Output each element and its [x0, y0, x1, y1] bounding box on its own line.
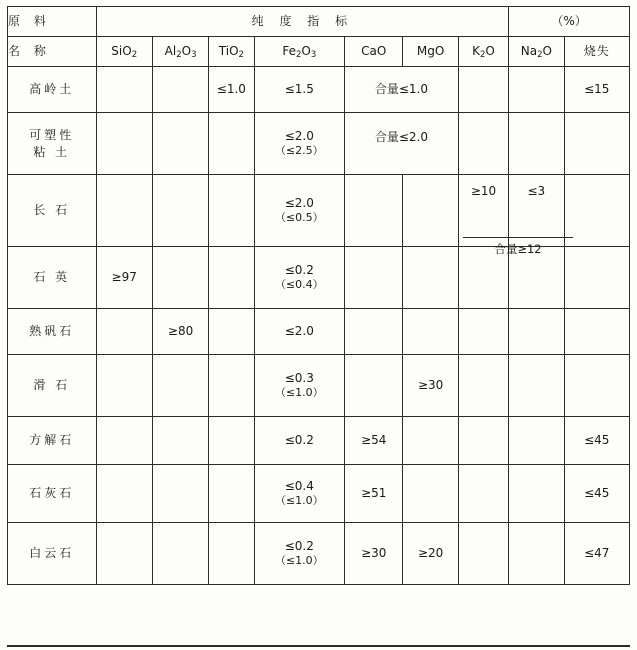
cell-dolomite-na2o — [509, 523, 564, 585]
cell-talc-mgo: ≥30 — [403, 355, 458, 417]
cell-calcined-alum-fe2o3: ≤2.0 — [254, 309, 345, 355]
row-name-talc: 滑 石 — [8, 355, 97, 417]
feldspar-merge-divider — [463, 237, 573, 238]
cell-calcined-alum-al2o3: ≥80 — [152, 309, 208, 355]
table-row — [8, 417, 630, 465]
cell-talc-tio2 — [209, 355, 254, 417]
cell-limestone-al2o3 — [152, 465, 208, 523]
cell-calcite-cao: ≥54 — [345, 417, 403, 465]
cell-feldspar-tio2 — [209, 175, 254, 247]
row-name-calcite: 方解石 — [8, 417, 97, 465]
cell-plastic-clay-al2o3 — [152, 113, 208, 175]
cell-calcite-al2o3 — [152, 417, 208, 465]
cell-kaolin-na2o — [509, 67, 564, 113]
cell-plastic-clay-na2o — [509, 113, 564, 175]
column-header-al2o3: Al2O3 — [152, 37, 208, 67]
column-header-fe2o3: Fe2O3 — [254, 37, 345, 67]
cell-calcite-loss: ≤45 — [564, 417, 629, 465]
cell-calcite-na2o — [509, 417, 564, 465]
row-name-feldspar: 长 石 — [8, 175, 97, 247]
cell-calcined-alum-k2o — [458, 309, 508, 355]
cell-calcined-alum-tio2 — [209, 309, 254, 355]
table-row — [8, 175, 630, 247]
cell-quartz-tio2 — [209, 247, 254, 309]
cell-calcined-alum-loss — [564, 309, 629, 355]
cell-kaolin-fe2o3: ≤1.5 — [254, 67, 345, 113]
table-row — [8, 523, 630, 585]
cell-limestone-mgo — [403, 465, 458, 523]
cell-quartz-cao — [345, 247, 403, 309]
table-bottom-edge — [7, 645, 630, 647]
cell-kaolin-loss: ≤15 — [564, 67, 629, 113]
cell-talc-loss — [564, 355, 629, 417]
cell-talc-sio2 — [96, 355, 152, 417]
cell-calcined-alum-mgo — [403, 309, 458, 355]
cell-calcined-alum-cao — [345, 309, 403, 355]
cell-quartz-al2o3 — [152, 247, 208, 309]
cell-feldspar-sio2 — [96, 175, 152, 247]
cell-feldspar-loss — [564, 175, 629, 247]
cell-talc-k2o — [458, 355, 508, 417]
cell-dolomite-sio2 — [96, 523, 152, 585]
cell-talc-al2o3 — [152, 355, 208, 417]
cell-plastic-clay-cao-mgo-total: 合量≤2.0 — [345, 113, 459, 175]
cell-plastic-clay-k2o — [458, 113, 508, 175]
cell-feldspar-na2o: ≤3 — [509, 175, 564, 247]
header-corner-name: 名 称 — [8, 37, 97, 67]
column-header-mgo: MgO — [403, 37, 458, 67]
header-purity-title: 纯 度 指 标 — [96, 7, 509, 37]
table-row — [8, 355, 630, 417]
cell-calcite-mgo — [403, 417, 458, 465]
cell-calcite-k2o — [458, 417, 508, 465]
row-name-plastic-clay: 可塑性 粘 土 — [8, 113, 97, 175]
purity-index-table — [7, 6, 630, 585]
header-corner-raw-material: 原 料 — [8, 7, 97, 37]
cell-calcined-alum-na2o — [509, 309, 564, 355]
cell-dolomite-cao: ≥30 — [345, 523, 403, 585]
table-header-top-row — [8, 7, 630, 37]
row-name-quartz: 石 英 — [8, 247, 97, 309]
cell-limestone-k2o — [458, 465, 508, 523]
column-header-cao: CaO — [345, 37, 403, 67]
header-unit: （%） — [509, 7, 630, 37]
cell-feldspar-al2o3 — [152, 175, 208, 247]
cell-plastic-clay-tio2 — [209, 113, 254, 175]
cell-dolomite-fe2o3: ≤0.2 （≤1.0） — [254, 523, 345, 585]
cell-kaolin-k2o — [458, 67, 508, 113]
column-header-sio2: SiO2 — [96, 37, 152, 67]
cell-feldspar-mgo — [403, 175, 458, 247]
cell-calcite-fe2o3: ≤0.2 — [254, 417, 345, 465]
column-header-na2o: Na2O — [509, 37, 564, 67]
cell-kaolin-tio2: ≤1.0 — [209, 67, 254, 113]
cell-quartz-mgo — [403, 247, 458, 309]
row-name-kaolin: 高岭土 — [8, 67, 97, 113]
cell-calcite-tio2 — [209, 417, 254, 465]
cell-limestone-loss: ≤45 — [564, 465, 629, 523]
cell-quartz-loss — [564, 247, 629, 309]
cell-limestone-fe2o3: ≤0.4 （≤1.0） — [254, 465, 345, 523]
row-name-limestone: 石灰石 — [8, 465, 97, 523]
cell-plastic-clay-loss — [564, 113, 629, 175]
row-name-dolomite: 白云石 — [8, 523, 97, 585]
cell-plastic-clay-fe2o3: ≤2.0 （≤2.5） — [254, 113, 345, 175]
cell-limestone-cao: ≥51 — [345, 465, 403, 523]
cell-quartz-sio2: ≥97 — [96, 247, 152, 309]
cell-feldspar-k2o: ≥10 — [458, 175, 508, 247]
cell-limestone-na2o — [509, 465, 564, 523]
table-row — [8, 309, 630, 355]
table-row — [8, 113, 630, 175]
cell-limestone-sio2 — [96, 465, 152, 523]
cell-calcined-alum-sio2 — [96, 309, 152, 355]
table-header-columns-row — [8, 37, 630, 67]
column-header-k2o: K2O — [458, 37, 508, 67]
table-row — [8, 67, 630, 113]
cell-kaolin-sio2 — [96, 67, 152, 113]
cell-quartz-fe2o3: ≤0.2 （≤0.4） — [254, 247, 345, 309]
cell-kaolin-cao-mgo-total: 合量≤1.0 — [345, 67, 459, 113]
cell-limestone-tio2 — [209, 465, 254, 523]
cell-dolomite-k2o — [458, 523, 508, 585]
cell-dolomite-al2o3 — [152, 523, 208, 585]
column-header-tio2: TiO2 — [209, 37, 254, 67]
cell-dolomite-loss: ≤47 — [564, 523, 629, 585]
cell-dolomite-tio2 — [209, 523, 254, 585]
column-header-loss-on-ignition: 烧失 — [564, 37, 629, 67]
cell-talc-na2o — [509, 355, 564, 417]
row-name-calcined-alum: 熟矾石 — [8, 309, 97, 355]
cell-feldspar-k2o-na2o-total: 合量≥12 — [494, 242, 542, 256]
cell-dolomite-mgo: ≥20 — [403, 523, 458, 585]
cell-talc-fe2o3: ≤0.3 （≤1.0） — [254, 355, 345, 417]
cell-calcite-sio2 — [96, 417, 152, 465]
cell-feldspar-fe2o3: ≤2.0 （≤0.5） — [254, 175, 345, 247]
cell-plastic-clay-sio2 — [96, 113, 152, 175]
cell-kaolin-al2o3 — [152, 67, 208, 113]
table-row — [8, 465, 630, 523]
cell-talc-cao — [345, 355, 403, 417]
cell-feldspar-cao — [345, 175, 403, 247]
